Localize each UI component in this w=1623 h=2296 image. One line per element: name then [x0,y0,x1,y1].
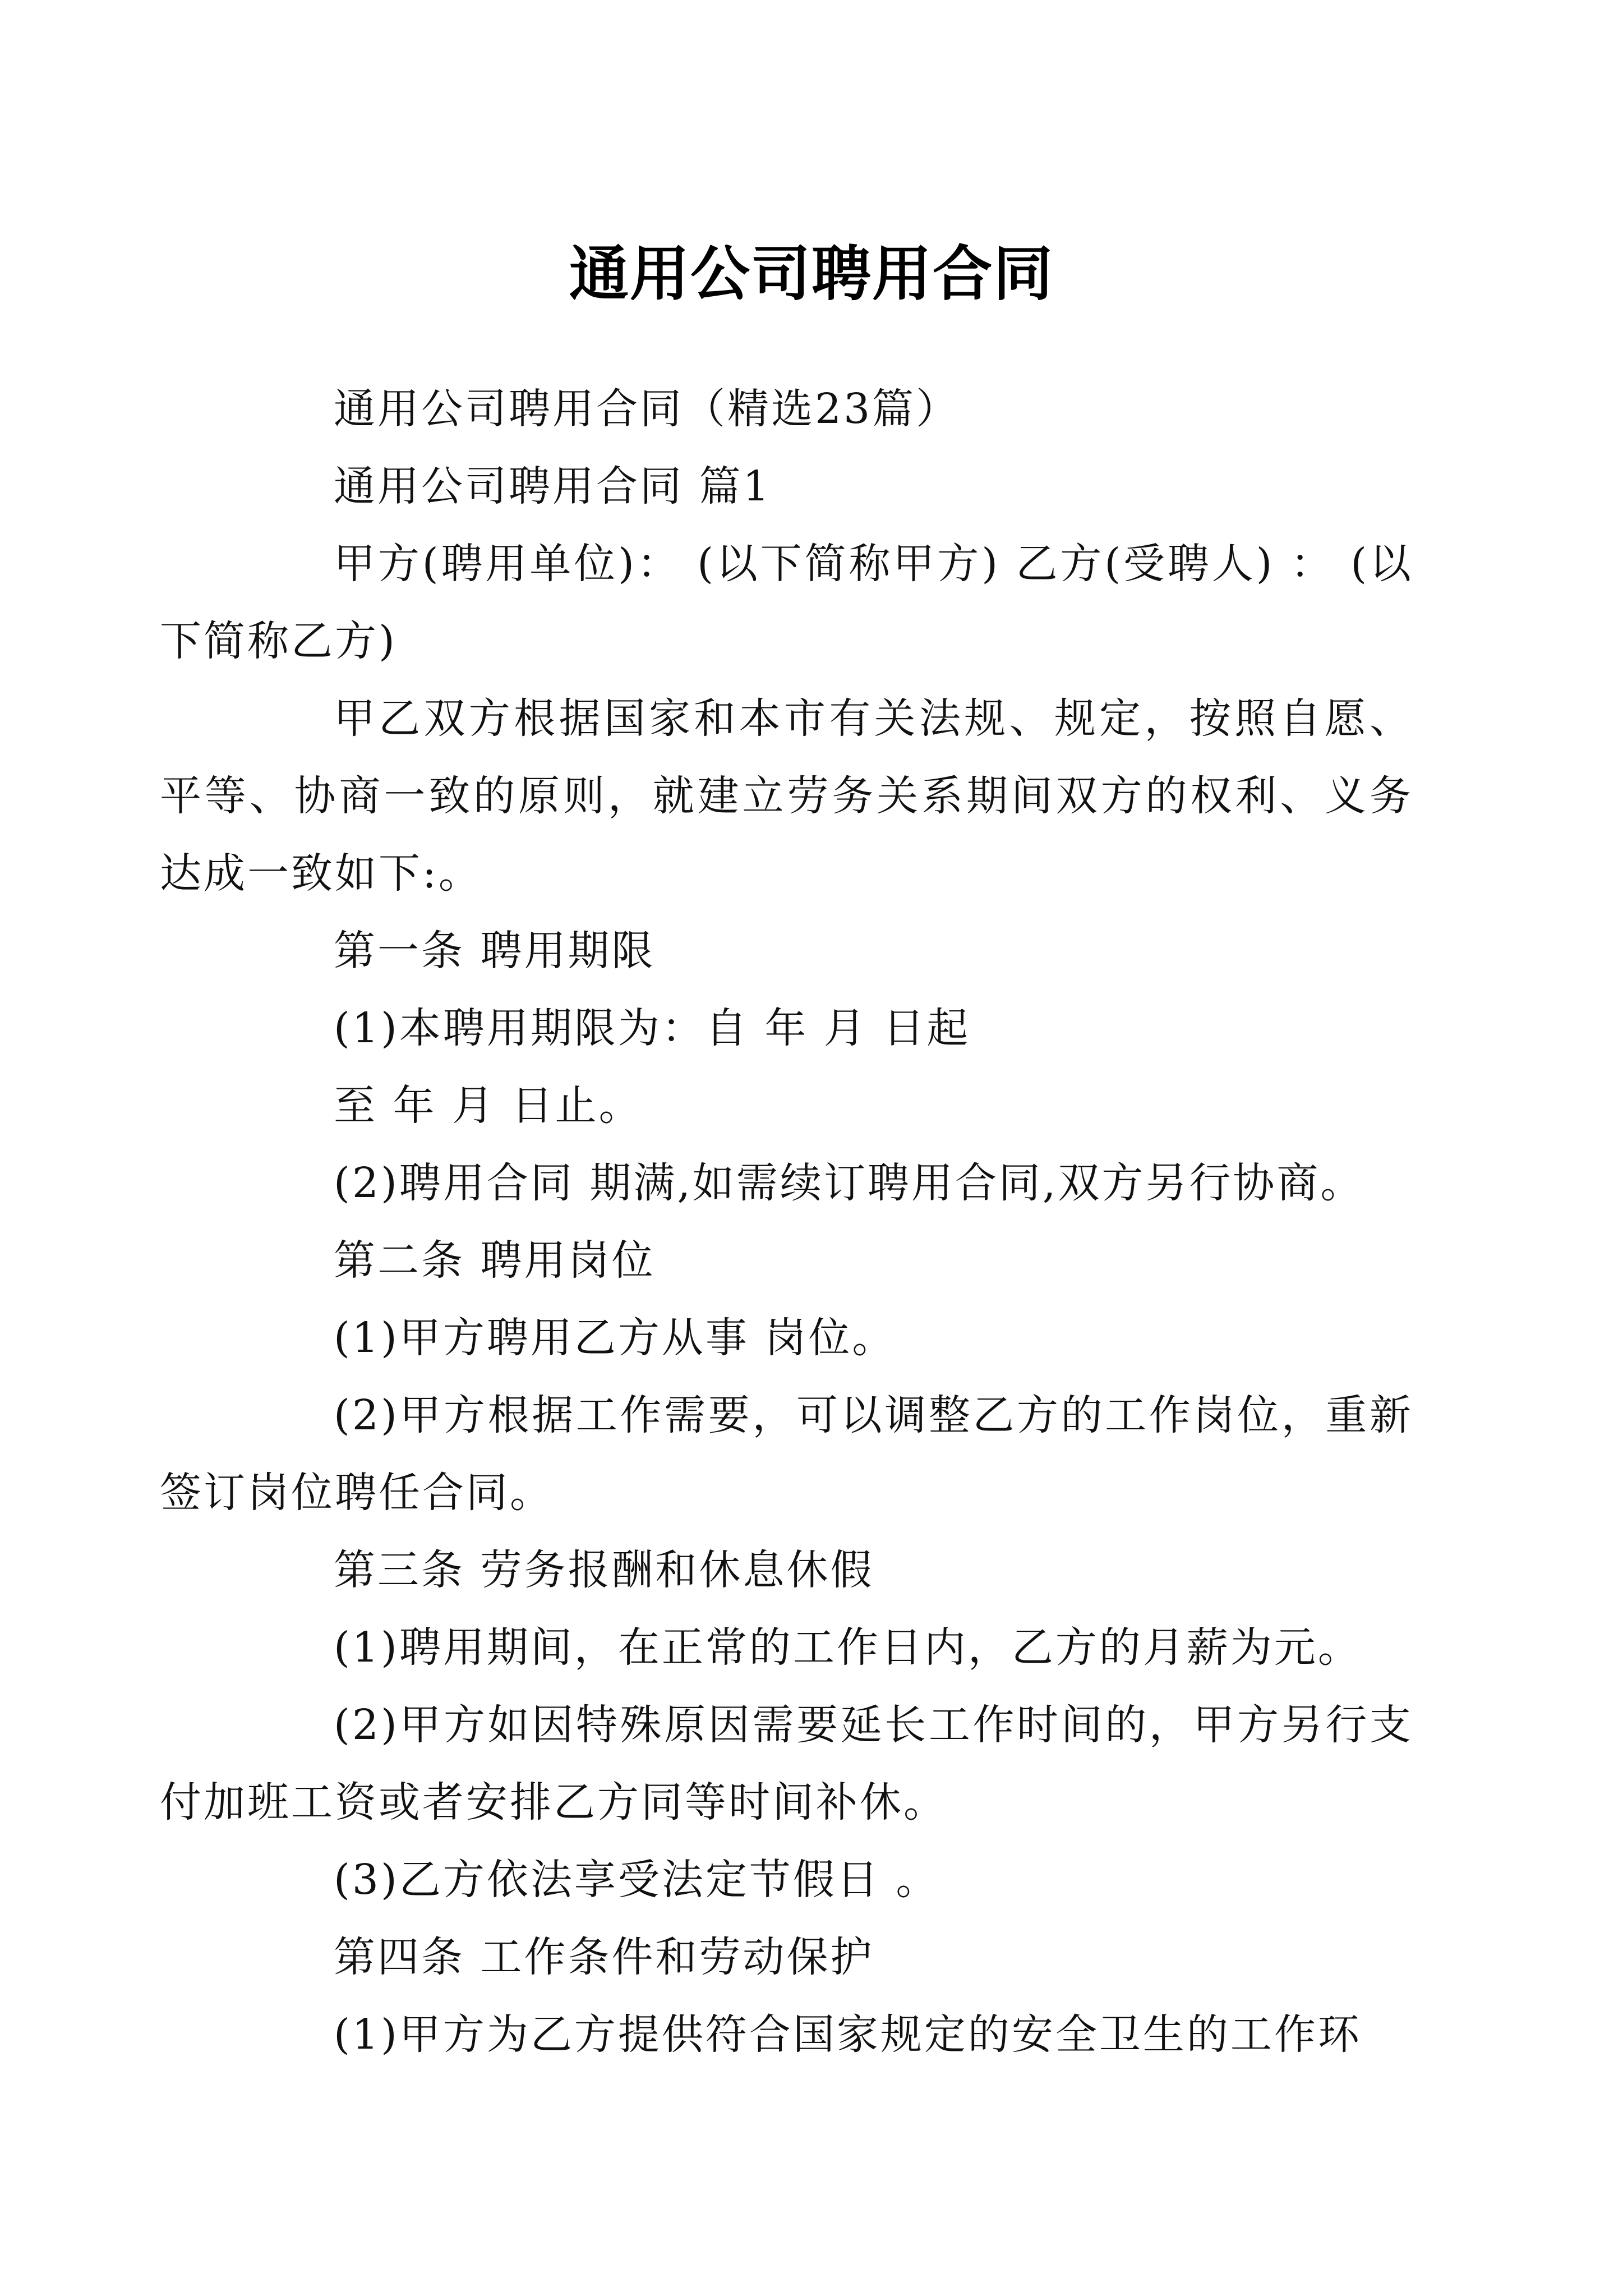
document-title: 通用公司聘用合同 [569,238,1054,309]
article-1-item-1-cont: 至 年 月 日止。 [334,1082,643,1130]
article-3-item-2: (2)甲方如因特殊原因需要延长工作时间的，甲方另行支付加班工资或者安排乙方同等时间补休。 [160,1701,1413,1826]
article-4-item-1: (1)甲方为乙方提供符合国家规定的安全卫生的工作环 [334,2010,1362,2059]
paragraph-parties: 甲方(聘用单位)： (以下简称甲方) 乙方(受聘人) ： (以下简称乙方) [160,540,1413,665]
article-1-heading: 第一条 聘用期限 [334,927,656,975]
article-3-heading: 第三条 劳务报酬和休息休假 [334,1546,874,1594]
article-2-heading: 第二条 聘用岗位 [334,1236,656,1285]
article-2-item-2: (2)甲方根据工作需要，可以调整乙方的工作岗位，重新签订岗位聘任合同。 [160,1391,1413,1517]
article-3-item-1: (1)聘用期间，在正常的工作日内，乙方的月薪为元。 [334,1623,1362,1672]
article-4-heading: 第四条 工作条件和劳动保护 [334,1933,874,1981]
article-1-item-1: (1)本聘用期限为：自 年 月 日起 [334,1004,971,1052]
paragraph-subtitle: 通用公司聘用合同（精选23篇） [334,385,960,433]
article-3-item-3: (3)乙方依法享受法定节假日 。 [334,1856,940,1904]
article-1-item-2: (2)聘用合同 期满,如需续订聘用合同,双方另行协商。 [334,1159,1364,1207]
paragraph-preamble: 甲乙双方根据国家和本市有关法规、规定，按照自愿、平等、协商一致的原则，就建立劳务关系期间双方的权利、义务达成一致如下:。 [160,694,1413,898]
paragraph-section-heading: 通用公司聘用合同 篇1 [334,462,772,510]
document-body [160,370,1413,2073]
article-2-item-1: (1)甲方聘用乙方从事 岗位。 [334,1314,896,1362]
